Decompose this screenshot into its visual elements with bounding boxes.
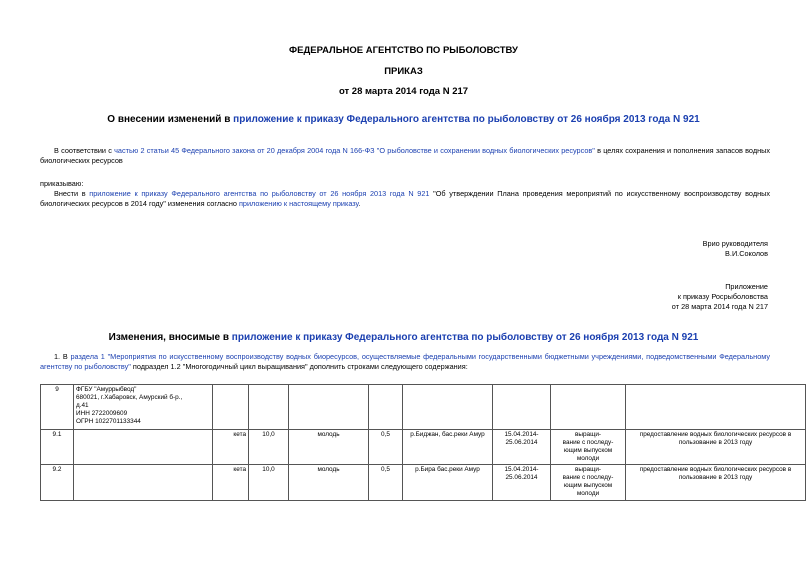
purpose-line: пользование в 2013 году <box>678 474 753 481</box>
place-cell: р.Биджан, бас.реки Амур <box>403 430 493 465</box>
intro-paragraph <box>40 146 770 166</box>
title-link[interactable]: приложение к приказу Федерального агентства по рыболовству от 26 ноября 2013 года N 921 <box>233 114 700 125</box>
org-address-2: д.41 <box>76 402 89 409</box>
purpose-line: предоставление водных биологических ресурсов в <box>639 466 792 473</box>
table-row <box>41 385 806 430</box>
period-end: 25.06.2014 <box>505 474 538 481</box>
row-number: 9.2 <box>41 465 74 501</box>
purpose-cell <box>626 430 806 465</box>
method-line: вание с последу- <box>562 474 614 481</box>
method-line: ющим выпуском <box>563 482 613 489</box>
table-row <box>41 430 806 465</box>
changes-title-link[interactable]: приложение к приказу Федерального агентства по рыболовству от 26 ноября 2013 года N 921 <box>231 332 699 343</box>
purpose-cell <box>626 465 806 501</box>
period-start: 15.04.2014- <box>504 466 539 473</box>
table-cell <box>289 385 369 430</box>
item-1-text-2: подраздел 1.2 "Многогодичный цикл выращивания" дополнить строками следующего содержания: <box>130 362 468 371</box>
appendix-line-3: от 28 марта 2014 года N 217 <box>671 302 768 311</box>
table-cell <box>213 385 249 430</box>
org-name: ФГБУ "Амуррыбвод" <box>76 386 137 393</box>
org-address-1: 680021, г.Хабаровск, Амурский б-р., <box>76 394 183 401</box>
quantity-cell: 10,0 <box>249 430 289 465</box>
period-end: 25.06.2014 <box>505 439 538 446</box>
item-1-text-1: 1. В <box>54 352 71 361</box>
document-title <box>0 114 807 125</box>
title-prefix: О внесении изменений в <box>107 114 234 125</box>
table-cell <box>74 465 213 501</box>
method-line: вание с последу- <box>562 439 614 446</box>
document-type: ПРИКАЗ <box>384 66 423 77</box>
changes-table <box>40 384 806 501</box>
method-cell <box>551 430 626 465</box>
period-cell <box>493 465 551 501</box>
place-cell: р.Бира бас.реки Амур <box>403 465 493 501</box>
agency-name: ФЕДЕРАЛЬНОЕ АГЕНТСТВО ПО РЫБОЛОВСТВУ <box>289 45 518 56</box>
table-cell <box>74 430 213 465</box>
order-appendix-link[interactable]: приложение к приказу Федерального агентства по рыболовству от 26 ноября 2013 года N 921 <box>89 189 430 198</box>
changes-title <box>0 332 807 343</box>
period-start: 15.04.2014- <box>504 431 539 438</box>
order-text-1: Внести в <box>54 189 90 198</box>
method-line: выращи- <box>574 431 602 438</box>
order-text-3: . <box>358 199 361 208</box>
appendix-line-1: Приложение <box>725 282 768 291</box>
stage-cell: молодь <box>289 465 369 501</box>
species-cell: кета <box>213 465 249 501</box>
order-paragraph <box>40 189 770 209</box>
organization-cell <box>74 385 213 430</box>
stage-cell: молодь <box>289 430 369 465</box>
table-cell <box>626 385 806 430</box>
row-number: 9.1 <box>41 430 74 465</box>
method-line: ющим выпуском <box>563 447 613 454</box>
weight-cell: 0,5 <box>369 430 403 465</box>
method-line: выращи- <box>574 466 602 473</box>
table-cell <box>369 385 403 430</box>
order-label: приказываю: <box>40 179 84 188</box>
table-cell <box>403 385 493 430</box>
table-cell <box>551 385 626 430</box>
table-cell <box>493 385 551 430</box>
section-link[interactable]: раздела 1 "Мероприятия по искусственному воспроизводству водных биоресурсов, осуществляемые федеральными государственными бюджетными учреждениями, подведомственными Федеральному агентству по рыболовству" <box>40 352 771 371</box>
method-line: молоди <box>576 455 600 462</box>
purpose-line: предоставление водных биологических ресурсов в <box>639 431 792 438</box>
table-row <box>41 465 806 501</box>
purpose-line: пользование в 2013 году <box>678 439 753 446</box>
org-ogrn: ОГРН 1022701133344 <box>76 418 141 425</box>
signature-block <box>703 239 768 259</box>
intro-text-2: в целях сохранения и пополнения запасов водных биологических ресурсов <box>40 146 771 165</box>
table-cell <box>249 385 289 430</box>
quantity-cell: 10,0 <box>249 465 289 501</box>
method-line: молоди <box>576 490 600 497</box>
document-date: от 28 марта 2014 года N 217 <box>338 86 469 97</box>
law-link[interactable]: частью 2 статьи 45 Федерального закона от 20 декабря 2004 года N 166-ФЗ "О рыболовстве и сохранении водных биологических ресурсов" <box>114 146 595 155</box>
changes-title-prefix: Изменения, вносимые в <box>108 332 232 343</box>
signature-position: Врио руководителя <box>702 239 768 248</box>
org-inn: ИНН 2722009609 <box>76 410 128 417</box>
signature-name: В.И.Соколов <box>725 249 768 258</box>
intro-text-1: В соответствии с <box>54 146 115 155</box>
species-cell: кета <box>213 430 249 465</box>
order-attachment-link[interactable]: приложению к настоящему приказу <box>238 199 359 208</box>
item-1-paragraph <box>40 352 770 372</box>
period-cell <box>493 430 551 465</box>
weight-cell: 0,5 <box>369 465 403 501</box>
order-text-2: "Об утверждении Плана проведения мероприятий по искусственному воспроизводству водных биологических ресурсов в 2014 году" изменения согласно <box>40 189 770 208</box>
row-number: 9 <box>41 385 74 430</box>
method-cell <box>551 465 626 501</box>
appendix-block <box>672 282 768 312</box>
appendix-line-2: к приказу Росрыболовства <box>677 292 768 301</box>
